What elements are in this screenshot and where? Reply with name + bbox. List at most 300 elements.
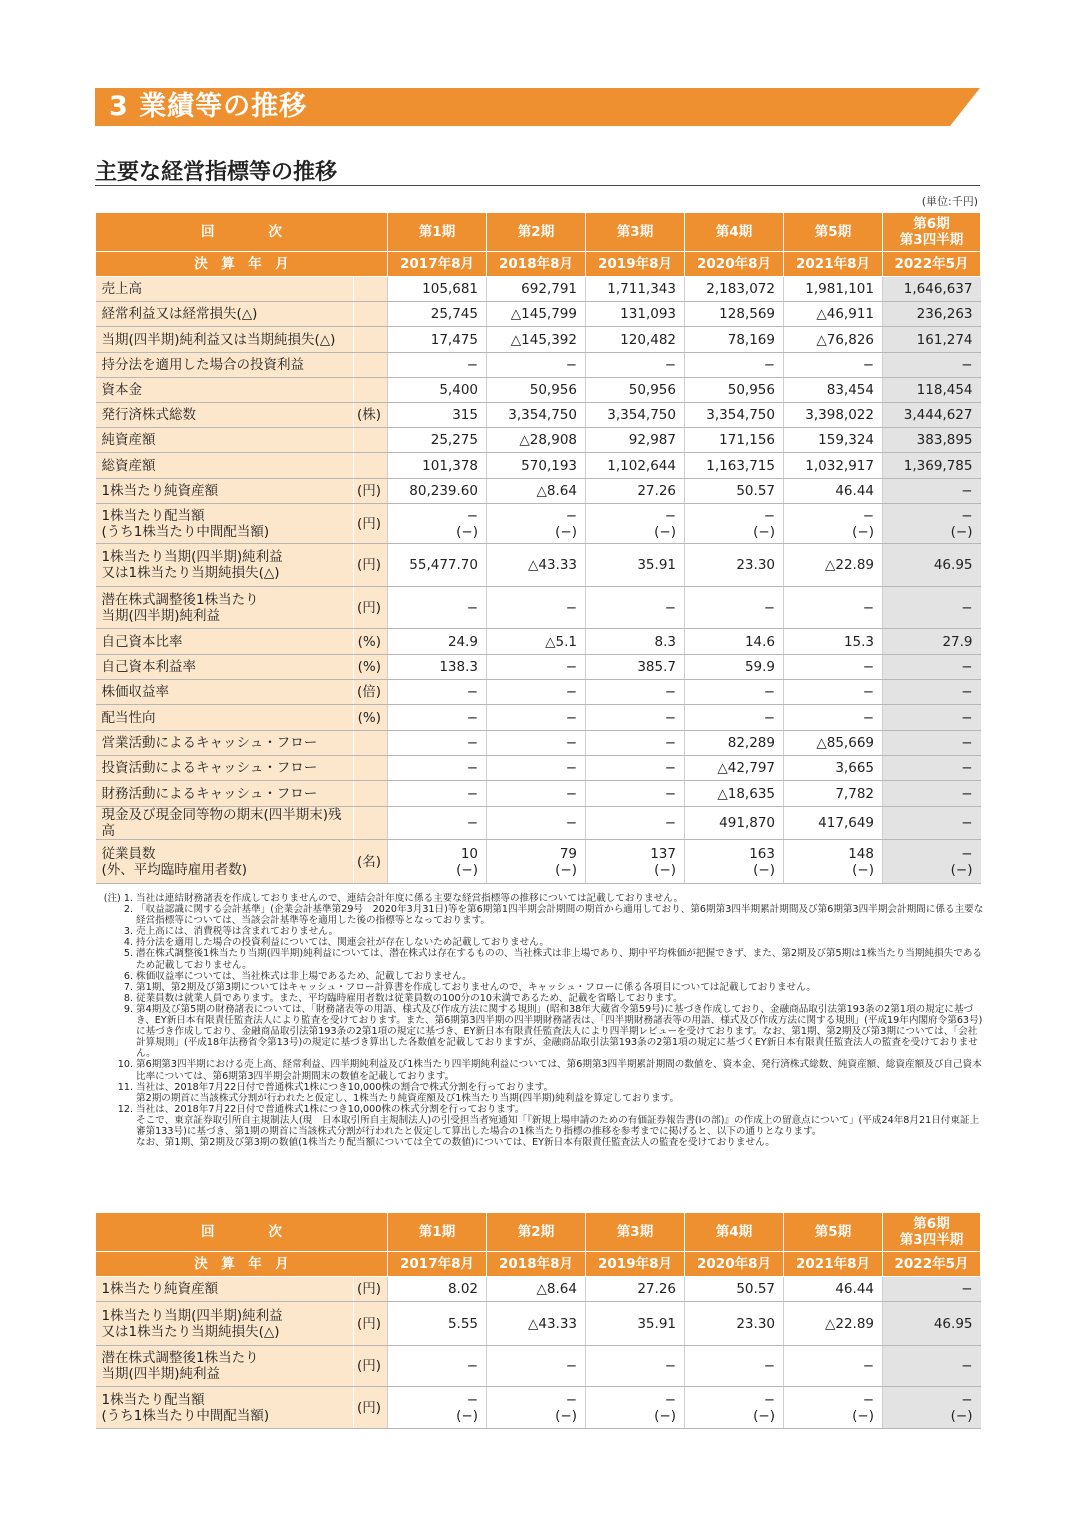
value-cell (487, 655, 586, 680)
value-line: − (862, 709, 874, 726)
row-label (96, 1387, 354, 1429)
note-text: 第4期及び第5期の財務諸表については、「財務諸表等の用語、様式及び作成方法に関する規則」(昭和38年大蔵省令第59号)に基づき作成しており、金融商品取引法第193条の2第1項の規定に基づき、EY新日本有限責任監査法人により監査を受けております。また、第6期第3四半期の四半期財務諸表は、「四半期財務諸表等の用語、様式及び作成方法に関する規則」(平成19年内閣府令第63号)に基づき作成しており、金融商品取引法第193条の2第1項の規定に基づき、EY新日本有限責任監査法人により四半期レビューを受けております。なお、第1期、第2期及び第3期については、「会社計算規則」(平成18年法務省令第13号)の規定に基づき算出した各数値を記載しておりますが、金融商品取引法第193条の2第1項の規定に基づくEY新日本有限責任監査法人の監査を受けておりません。 (136, 1003, 983, 1060)
header-period-6 (883, 213, 981, 252)
value-line: 46.95 (933, 557, 973, 573)
value-line: − (862, 684, 874, 700)
value-cell (883, 756, 981, 781)
value-line: 25,275 (430, 432, 478, 448)
row-label-line1: 配当性向 (101, 709, 156, 726)
value-cell (388, 705, 487, 731)
note-item (95, 904, 985, 926)
value-line: △22.89 (824, 1315, 874, 1332)
value-cell (784, 453, 883, 479)
value-line: − (664, 357, 676, 373)
value-line: − (664, 1391, 676, 1408)
table-row (96, 807, 981, 840)
header-month: 2022年5月 (883, 252, 981, 277)
value-cell (685, 353, 784, 378)
row-label-line2: 又は1株当たり当期純損失(△) (101, 1323, 280, 1340)
row-label-line2: (外、平均臨時雇用者数) (101, 861, 248, 878)
value-cell (487, 807, 586, 840)
value-line: − (565, 735, 577, 751)
note-number: (注) 1. (103, 893, 133, 904)
value-line: △145,799 (510, 306, 577, 322)
table-row (96, 378, 981, 403)
value-line: 50.57 (736, 483, 775, 499)
value-line: 27.26 (637, 483, 676, 499)
note-text: 当社は、2018年7月22日付で普通株式1株につき10,000株の株式分割を行っております。 (136, 1103, 525, 1115)
note-number: 6. (123, 970, 133, 982)
row-label-line1: 経常利益又は経常損失(△) (101, 306, 258, 322)
value-cell (586, 840, 685, 884)
value-line: − (961, 815, 973, 831)
notes (95, 893, 985, 1148)
value-line: (−) (852, 523, 874, 540)
table-row (96, 428, 981, 453)
value-line: 491,870 (719, 815, 775, 831)
row-label (96, 756, 354, 781)
row-label (96, 403, 354, 428)
value-line: (−) (555, 1407, 577, 1424)
value-line: (−) (950, 523, 973, 540)
header-month: 2018年8月 (487, 252, 586, 277)
value-line: 23.30 (736, 557, 775, 573)
table-row (96, 731, 981, 756)
header-period: 第3期 (586, 213, 685, 252)
table-row (96, 587, 981, 629)
value-cell (388, 327, 487, 353)
value-line: − (565, 684, 577, 700)
row-label-line1: 1株当たり当期(四半期)純利益 (101, 549, 283, 565)
header-period-6-line1: 第6期 (913, 1216, 950, 1232)
value-cell (586, 781, 685, 807)
value-line: 10 (460, 845, 478, 862)
value-line: − (466, 709, 478, 726)
value-cell (487, 277, 586, 302)
value-cell (883, 731, 981, 756)
table-row (96, 629, 981, 655)
value-cell (883, 302, 981, 327)
value-cell (784, 403, 883, 428)
header-period: 第2期 (487, 213, 586, 252)
row-label-line1: 資本金 (101, 382, 142, 398)
value-line: (−) (950, 861, 973, 878)
value-cell (883, 327, 981, 353)
value-cell (784, 1302, 883, 1346)
value-cell (784, 731, 883, 756)
value-cell (883, 403, 981, 428)
value-line: 27.9 (942, 633, 973, 650)
table-row (96, 1302, 981, 1346)
value-line: 148 (848, 845, 874, 862)
value-cell (685, 807, 784, 840)
value-line: − (664, 507, 676, 524)
value-line: − (763, 709, 775, 726)
value-cell (487, 353, 586, 378)
value-line: − (862, 1391, 874, 1408)
header-period: 第5期 (784, 213, 883, 252)
value-line: 570,193 (521, 457, 577, 474)
note-item (95, 971, 985, 982)
value-line: − (862, 357, 874, 373)
value-cell (586, 428, 685, 453)
value-cell (487, 504, 586, 544)
value-cell (784, 428, 883, 453)
row-unit (354, 453, 388, 479)
row-unit: (名) (354, 840, 388, 884)
note-number: 4. (123, 937, 133, 949)
value-cell (487, 378, 586, 403)
value-line: − (862, 659, 874, 675)
value-cell (487, 1302, 586, 1346)
value-line: (−) (456, 1407, 478, 1424)
value-line: − (961, 507, 973, 524)
row-unit (354, 731, 388, 756)
row-unit: (円) (354, 479, 388, 504)
value-line: 3,665 (835, 760, 874, 776)
table-row (96, 705, 981, 731)
value-cell (388, 378, 487, 403)
value-line: 128,569 (719, 306, 775, 322)
value-cell (586, 705, 685, 731)
note-text: 売上高には、消費税等は含まれておりません。 (136, 926, 339, 938)
value-cell (883, 504, 981, 544)
adjusted-indicators-table (95, 1212, 981, 1429)
value-line: 23.30 (736, 1315, 775, 1332)
value-cell (883, 680, 981, 705)
value-cell (487, 428, 586, 453)
value-line: (−) (456, 523, 478, 540)
value-line: (−) (950, 1407, 973, 1424)
header-month: 2019年8月 (586, 1252, 685, 1277)
value-line: − (961, 785, 973, 802)
value-line: 2,183,072 (706, 281, 775, 297)
value-cell (784, 504, 883, 544)
note-item (95, 1004, 985, 1059)
value-cell (685, 781, 784, 807)
note-text: 第1期、第2期及び第3期についてはキャッシュ・フロー計算書を作成しておりませんので、キャッシュ・フローに係る各項目については記載しておりません。 (136, 981, 816, 993)
row-label-line1: 潜在株式調整後1株当たり (101, 1350, 259, 1366)
value-line: − (763, 507, 775, 524)
value-line: − (664, 815, 676, 831)
value-cell (883, 781, 981, 807)
header-period-6-line1: 第6期 (913, 216, 950, 232)
table-row (96, 403, 981, 428)
note-text: 株価収益率については、当社株式は非上場であるため、記載しておりません。 (136, 970, 472, 982)
value-line: − (961, 709, 973, 726)
value-cell (883, 353, 981, 378)
value-cell (388, 1277, 487, 1302)
row-label (96, 655, 354, 680)
value-line: − (565, 815, 577, 831)
value-line: − (466, 357, 478, 373)
header-period-6-line2: 第3四半期 (899, 1232, 964, 1248)
note-item (95, 1059, 985, 1081)
value-cell (883, 1302, 981, 1346)
value-cell (388, 1387, 487, 1429)
note-text: 従業員数は就業人員であります。また、平均臨時雇用者数は従業員数の100分の10未満であるため、記載を省略しております。 (136, 992, 683, 1004)
value-line: 385.7 (637, 659, 676, 675)
value-cell (883, 1387, 981, 1429)
value-cell (388, 428, 487, 453)
value-cell (586, 655, 685, 680)
row-unit (354, 378, 388, 403)
row-unit: (倍) (354, 680, 388, 705)
value-line: − (862, 599, 874, 616)
value-cell (487, 302, 586, 327)
row-label (96, 1277, 354, 1302)
row-label (96, 428, 354, 453)
value-line: 3,354,750 (706, 407, 775, 423)
value-cell (784, 840, 883, 884)
value-cell (487, 781, 586, 807)
value-line: − (565, 709, 577, 726)
row-label-line1: 従業員数 (101, 845, 156, 862)
value-cell (487, 453, 586, 479)
value-cell (388, 587, 487, 629)
note-text: なお、第1期、第2期及び第3期の数値(1株当たり配当額については全ての数値)については、EY新日本有限責任監査法人の監査を受けておりません。 (136, 1137, 775, 1149)
value-cell (685, 504, 784, 544)
value-line: − (565, 357, 577, 373)
value-cell (388, 781, 487, 807)
note-text: 潜在株式調整後1株当たり当期(四半期)純利益については、潜在株式は存在するものの、当社株式は非上場であり、期中平均株価が把握できず、また、第2期及び第5期は1株当たり当期純損失であるため記載しておりません。 (136, 948, 983, 971)
row-unit: (円) (354, 1277, 388, 1302)
value-line: − (961, 357, 973, 373)
value-line: △43.33 (527, 1315, 577, 1332)
note-number: 9. (123, 1003, 133, 1015)
note-item (95, 982, 985, 993)
header-kaiji: 回 次 (96, 213, 388, 252)
value-cell (388, 1302, 487, 1346)
value-cell (586, 807, 685, 840)
value-cell (586, 327, 685, 353)
note-number: 5. (123, 948, 133, 960)
value-line: 80,239.60 (409, 483, 478, 499)
header-month: 2021年8月 (784, 1252, 883, 1277)
note-number: 11. (117, 1081, 133, 1093)
value-line: − (565, 1391, 577, 1408)
value-cell (487, 403, 586, 428)
value-cell (883, 655, 981, 680)
row-label (96, 327, 354, 353)
value-cell (487, 327, 586, 353)
value-line: 50,956 (529, 382, 577, 398)
value-cell (784, 756, 883, 781)
header-period: 第4期 (685, 1213, 784, 1252)
value-line: 3,354,750 (508, 407, 577, 423)
header-month: 2021年8月 (784, 252, 883, 277)
value-cell (685, 1277, 784, 1302)
value-line: − (466, 1391, 478, 1408)
value-cell (883, 807, 981, 840)
value-line: △8.64 (536, 483, 577, 499)
value-cell (784, 544, 883, 587)
value-line: − (664, 1358, 676, 1374)
header-kaiji: 回 次 (96, 1213, 388, 1252)
value-line: − (961, 1281, 973, 1297)
note-item (95, 1115, 985, 1137)
value-line: (−) (654, 861, 676, 878)
row-label-line1: 現金及び現金同等物の期末(四半期末)残高 (101, 807, 342, 839)
value-line: − (466, 684, 478, 700)
table-row (96, 277, 981, 302)
value-cell (883, 1277, 981, 1302)
value-line: 27.26 (637, 1281, 676, 1297)
value-cell (685, 327, 784, 353)
table-row (96, 781, 981, 807)
value-cell (487, 479, 586, 504)
indicators-table (95, 212, 981, 884)
value-cell (586, 731, 685, 756)
row-unit: (%) (354, 629, 388, 655)
value-cell (685, 378, 784, 403)
value-cell (784, 781, 883, 807)
value-line: 1,032,917 (805, 457, 874, 474)
value-cell (586, 403, 685, 428)
value-cell (883, 1346, 981, 1387)
unit-note: (単位:千円) (921, 195, 978, 208)
row-unit (354, 428, 388, 453)
row-label-line1: 売上高 (101, 281, 142, 297)
table-row (96, 353, 981, 378)
value-line: △5.1 (545, 633, 577, 650)
value-line: 236,263 (916, 306, 973, 322)
header-period: 第2期 (487, 1213, 586, 1252)
value-cell (586, 378, 685, 403)
note-item (95, 1093, 985, 1104)
value-line: 7,782 (835, 785, 874, 802)
value-line: 1,711,343 (607, 281, 676, 297)
row-label (96, 629, 354, 655)
value-line: 50,956 (628, 382, 676, 398)
note-item (95, 993, 985, 1004)
table-row (96, 840, 981, 884)
value-line: − (664, 709, 676, 726)
value-cell (586, 756, 685, 781)
row-unit (354, 807, 388, 840)
value-line: 118,454 (916, 382, 973, 398)
row-unit (354, 781, 388, 807)
value-cell (685, 403, 784, 428)
value-line: △18,635 (717, 785, 775, 802)
note-number: 7. (123, 981, 133, 993)
value-line: 159,324 (818, 432, 874, 448)
row-unit: (円) (354, 587, 388, 629)
value-line: △46,911 (816, 306, 874, 322)
row-unit: (円) (354, 504, 388, 544)
note-number: 3. (123, 926, 133, 938)
value-cell (784, 1277, 883, 1302)
table-row (96, 1387, 981, 1429)
value-line: 1,102,644 (607, 457, 676, 474)
value-cell (883, 479, 981, 504)
value-line: − (961, 483, 973, 499)
value-line: − (664, 760, 676, 776)
table-row (96, 1277, 981, 1302)
value-cell (685, 544, 784, 587)
value-line: − (466, 760, 478, 776)
value-line: 1,646,637 (903, 281, 973, 297)
value-line: − (961, 659, 973, 675)
table-row (96, 504, 981, 544)
value-line: 105,681 (422, 281, 478, 297)
value-cell (487, 587, 586, 629)
value-line: − (565, 507, 577, 524)
value-cell (586, 1302, 685, 1346)
value-line: 15.3 (843, 633, 874, 650)
header-kessan: 決 算 年 月 (96, 1252, 388, 1277)
value-line: 1,981,101 (805, 281, 874, 297)
value-cell (784, 302, 883, 327)
value-line: 131,093 (620, 306, 676, 322)
row-label (96, 277, 354, 302)
value-line: − (466, 599, 478, 616)
value-line: 59.9 (744, 659, 775, 675)
row-label-line1: 持分法を適用した場合の投資利益 (101, 357, 304, 373)
value-cell (388, 302, 487, 327)
row-label-line1: 1株当たり配当額 (101, 1391, 205, 1408)
value-line: 17,475 (430, 331, 478, 348)
value-cell (685, 840, 784, 884)
note-number: 12. (117, 1103, 133, 1115)
row-label-line2: 又は1株当たり当期純損失(△) (101, 565, 280, 581)
value-line: 82,289 (727, 735, 775, 751)
row-label-line1: 1株当たり純資産額 (101, 1281, 219, 1297)
value-cell (388, 629, 487, 655)
value-cell (388, 504, 487, 544)
value-line: 55,477.70 (409, 557, 478, 573)
row-label-line2: (うち1株当たり中間配当額) (101, 523, 270, 540)
value-cell (586, 1387, 685, 1429)
value-cell (487, 1387, 586, 1429)
value-cell (883, 453, 981, 479)
value-line: − (961, 845, 973, 862)
value-line: − (763, 599, 775, 616)
value-line: − (466, 815, 478, 831)
note-item (95, 1137, 985, 1148)
value-line: 14.6 (744, 633, 775, 650)
row-label-line1: 潜在株式調整後1株当たり (101, 591, 259, 608)
header-period: 第4期 (685, 213, 784, 252)
value-line: − (961, 760, 973, 776)
value-line: − (565, 1358, 577, 1374)
value-cell (487, 705, 586, 731)
value-cell (586, 479, 685, 504)
value-cell (388, 403, 487, 428)
table-row (96, 453, 981, 479)
value-cell (388, 453, 487, 479)
row-unit (354, 353, 388, 378)
subtitle-underline (95, 185, 980, 186)
value-cell (883, 378, 981, 403)
value-line: 35.91 (637, 1315, 676, 1332)
value-cell (586, 680, 685, 705)
row-label-line2: 当期(四半期)純利益 (101, 607, 221, 624)
row-label (96, 453, 354, 479)
value-line: 1,163,715 (706, 457, 775, 474)
row-label-line1: 1株当たり配当額 (101, 507, 205, 524)
value-line: 161,274 (916, 331, 973, 348)
row-unit: (円) (354, 1302, 388, 1346)
value-cell (784, 629, 883, 655)
value-cell (883, 428, 981, 453)
row-unit: (株) (354, 403, 388, 428)
header-period: 第3期 (586, 1213, 685, 1252)
note-item (95, 926, 985, 937)
row-unit: (円) (354, 1346, 388, 1387)
row-label-line1: 純資産額 (101, 432, 156, 448)
value-cell (586, 587, 685, 629)
